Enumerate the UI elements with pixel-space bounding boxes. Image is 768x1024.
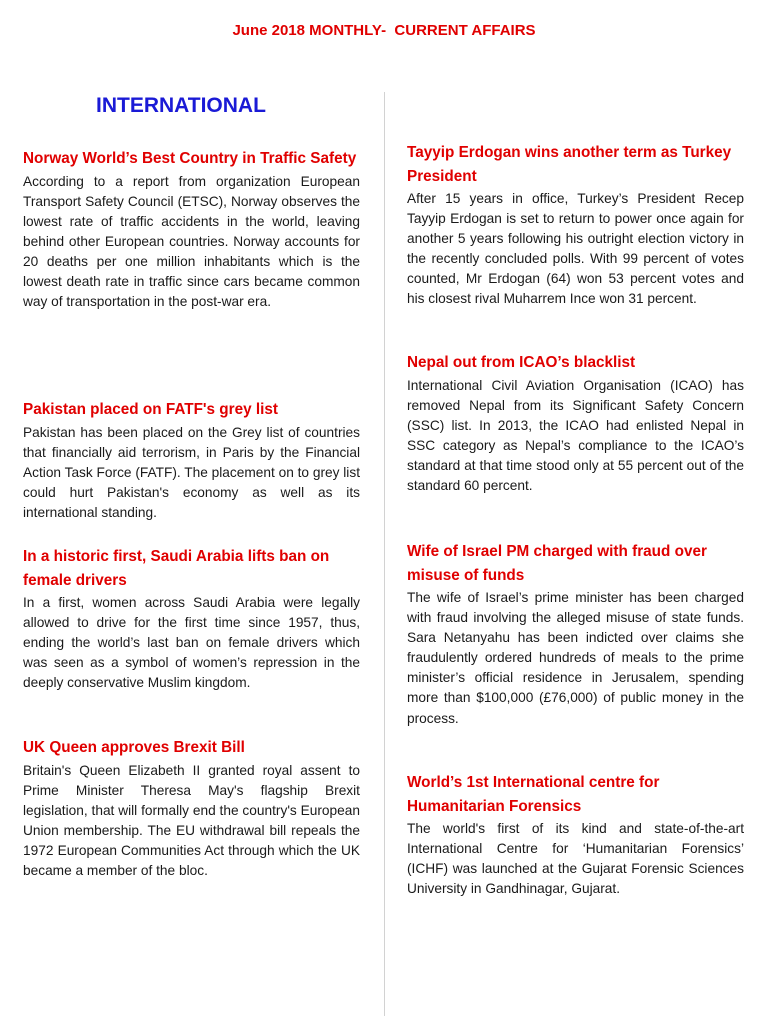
article-body: After 15 years in office, Turkey’s President Recep Tayyip Erdogan is set to return to power once again for another 5 years following his outright election victory in the recently concluded polls. With 99 percent of votes counted, Mr Erdogan (64) won 53 percent votes and his closest rival Muharrem Ince won 31 percent. (407, 191, 744, 307)
article-nepal-icao (407, 351, 744, 496)
article-humanitarian-forensics (407, 771, 744, 899)
article-body: The world's first of its kind and state-of-the-art International Centre for ‘Humanitarian Forensics’ (ICHF) was launched at the Gujarat Forensic Sciences University in Gandhinagar, Gujarat. (407, 821, 744, 897)
article-uk-brexit-bill (23, 736, 360, 881)
article-body: In a first, women across Saudi Arabia were legally allowed to drive for the first time since 1957, thus, ending the world’s last ban on female drivers which was seen as a symbol of women’s repression in the deeply conservative Muslim kingdom. (23, 595, 360, 691)
article-headline: In a historic first, Saudi Arabia lifts ban on female drivers (23, 548, 330, 589)
article-norway-traffic-safety (23, 147, 360, 312)
article-headline: World’s 1st International centre for Humanitarian Forensics (407, 774, 660, 815)
article-pakistan-fatf (23, 398, 360, 523)
article-body: Britain's Queen Elizabeth II granted royal assent to Prime Minister Theresa May's flagship Brexit legislation, that will formally end the country's European Union membership. The EU withdrawal bill repeals the 1972 European Communities Act through which the UK became a member of the bloc. (23, 762, 360, 878)
section-heading: INTERNATIONAL (96, 94, 266, 117)
article-headline: Nepal out from ICAO’s blacklist (407, 354, 636, 371)
article-body: According to a report from organization European Transport Safety Council (ETSC), Norway observes the lowest rate of traffic accidents in the world, leaving behind other European countries. Norway accounts for 20 deaths per one million inhabitants which is the lowest death rate in traffic since cars became common way of transportation in the post-war era. (23, 173, 360, 310)
article-headline: UK Queen approves Brexit Bill (23, 739, 245, 756)
column-divider (384, 92, 385, 1016)
article-headline: Wife of Israel PM charged with fraud over misuse of funds (407, 543, 707, 584)
article-saudi-female-drivers (23, 545, 360, 693)
article-body: International Civil Aviation Organisation (ICAO) has removed Nepal from its Significant Safety Concern (SSC) list. In 2013, the ICAO had enlisted Nepal in SSC category as Nepal’s compliance to the ICAO’s standard at that time stood only at 55 percent out of the standard 60 percent. (407, 377, 744, 493)
article-erdogan-term (407, 141, 744, 310)
article-body: The wife of Israel’s prime minister has been charged with fraud involving the alleged misuse of state funds. Sara Netanyahu has been indicted over claims she fraudulently ordered hundreds of meals to the prime minister’s official residence in Jerusalem, spending more than $100,000 (£76,000) of public money in the process. (407, 590, 744, 726)
article-body: Pakistan has been placed on the Grey list of countries that financially aid terrorism, in Paris by the Financial Action Task Force (FATF). The placement on to grey list could hurt Pakistan's economy as well as its international standing. (23, 424, 360, 520)
article-headline: Tayyip Erdogan wins another term as Turkey President (407, 144, 732, 185)
article-headline: Pakistan placed on FATF's grey list (23, 401, 278, 418)
article-headline: Norway World’s Best Country in Traffic Safety (23, 150, 357, 167)
article-israel-pm-wife (407, 540, 744, 729)
page-title: June 2018 MONTHLY- CURRENT AFFAIRS (232, 22, 536, 39)
